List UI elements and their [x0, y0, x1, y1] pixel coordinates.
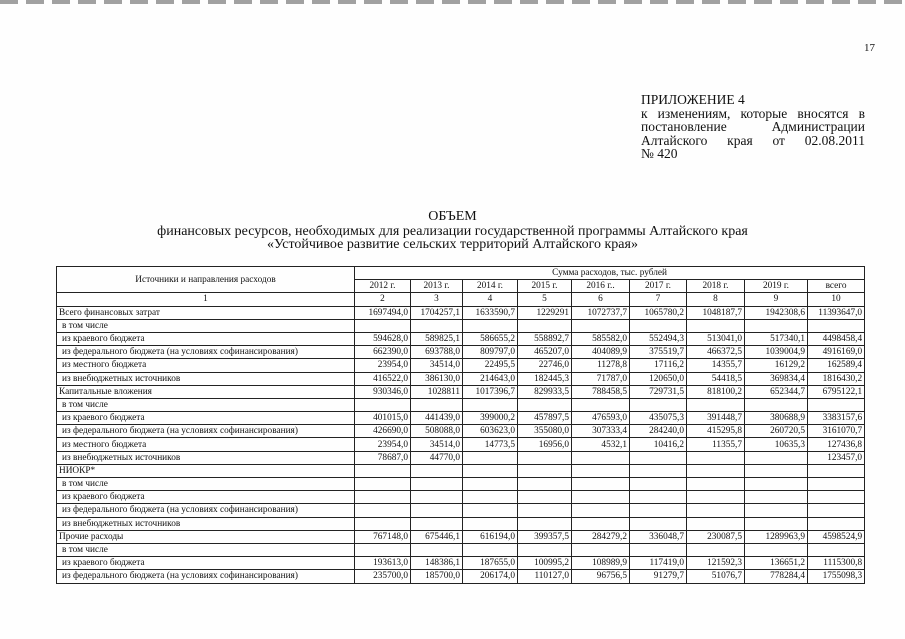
table-cell — [411, 543, 463, 556]
table-cell: 1048187,7 — [687, 306, 745, 319]
table-cell — [687, 517, 745, 530]
table-cell — [745, 517, 808, 530]
table-cell — [572, 478, 630, 491]
table-cell: 22495,5 — [463, 359, 518, 372]
table-cell: 117419,0 — [630, 557, 687, 570]
table-cell: 1755098,3 — [808, 570, 865, 583]
table-cell: 148386,1 — [411, 557, 463, 570]
table-cell: 182445,3 — [518, 372, 572, 385]
table-cell: 558892,7 — [518, 332, 572, 345]
table-cell: 284240,0 — [630, 425, 687, 438]
table-cell: 3161070,7 — [808, 425, 865, 438]
table-cell: 1072737,7 — [572, 306, 630, 319]
table-cell: 1633590,7 — [463, 306, 518, 319]
table-cell: 136651,2 — [745, 557, 808, 570]
table-cell: 586655,2 — [463, 332, 518, 345]
row-label: из краевого бюджета — [57, 332, 355, 345]
table-cell: 11278,8 — [572, 359, 630, 372]
document-title: ОБЪЕМ — [428, 209, 477, 224]
table-cell: 162589,4 — [808, 359, 865, 372]
header-sum: Сумма расходов, тыс. рублей — [355, 267, 865, 280]
row-label: из внебюджетных источников — [57, 451, 355, 464]
table-cell — [411, 478, 463, 491]
table-row — [57, 504, 865, 517]
table-cell: 355080,0 — [518, 425, 572, 438]
table-cell — [355, 319, 411, 332]
table-cell: 415295,8 — [687, 425, 745, 438]
table-cell: 193613,0 — [355, 557, 411, 570]
table-cell: 778284,4 — [745, 570, 808, 583]
table-row — [57, 425, 865, 438]
column-index: 4 — [463, 293, 518, 306]
table-row — [57, 332, 865, 345]
table-cell: 401015,0 — [355, 412, 411, 425]
table-cell: 1697494,0 — [355, 306, 411, 319]
row-label: Всего финансовых затрат — [57, 306, 355, 319]
column-index: 3 — [411, 293, 463, 306]
row-label: в том числе — [57, 398, 355, 411]
appendix-line-2: постановление Администрации — [641, 119, 865, 134]
table-row — [57, 543, 865, 556]
table-cell: 4498458,4 — [808, 332, 865, 345]
table-row — [57, 491, 865, 504]
row-label: из внебюджетных источников — [57, 517, 355, 530]
table-cell — [411, 398, 463, 411]
table-cell: 100995,2 — [518, 557, 572, 570]
row-label: из федерального бюджета (на условиях софинансирования) — [57, 346, 355, 359]
table-cell: 16129,2 — [745, 359, 808, 372]
table-row — [57, 557, 865, 570]
table-cell — [630, 398, 687, 411]
table-cell — [745, 491, 808, 504]
table-cell: 386130,0 — [411, 372, 463, 385]
year-header: 2013 г. — [411, 280, 463, 293]
table-cell — [355, 517, 411, 530]
table-row — [57, 517, 865, 530]
table-row — [57, 412, 865, 425]
column-index: 1 — [57, 293, 355, 306]
column-index: 10 — [808, 293, 865, 306]
table-cell — [687, 451, 745, 464]
table-cell: 4916169,0 — [808, 346, 865, 359]
row-label: из краевого бюджета — [57, 412, 355, 425]
table-cell: 930346,0 — [355, 385, 411, 398]
table-cell — [745, 451, 808, 464]
table-cell — [463, 543, 518, 556]
table-header-row — [57, 267, 865, 280]
table-cell — [411, 491, 463, 504]
table-cell: 517340,1 — [745, 332, 808, 345]
table-cell: 127436,8 — [808, 438, 865, 451]
table-cell: 4598524,9 — [808, 530, 865, 543]
document-subtitle-2: «Устойчивое развитие сельских территорий Алтайского края» — [267, 237, 638, 252]
table-cell — [411, 319, 463, 332]
appendix-line-3: Алтайского края от 02.08.2011 — [641, 132, 865, 148]
table-cell: 11393647,0 — [808, 306, 865, 319]
year-header: 2017 г. — [630, 280, 687, 293]
table-cell: 585582,0 — [572, 332, 630, 345]
table-cell: 416522,0 — [355, 372, 411, 385]
table-row — [57, 306, 865, 319]
table-cell: 23954,0 — [355, 359, 411, 372]
table-row — [57, 385, 865, 398]
table-cell: 51076,7 — [687, 570, 745, 583]
table-cell — [518, 398, 572, 411]
table-cell — [355, 478, 411, 491]
header-source: Источники и направления расходов — [57, 267, 355, 293]
table-cell: 34514,0 — [411, 438, 463, 451]
table-cell: 71787,0 — [572, 372, 630, 385]
document-subtitle-1: финансовых ресурсов, необходимых для реализации государственной программы Алтайского края — [157, 224, 748, 239]
table-cell: 187655,0 — [463, 557, 518, 570]
table-cell — [518, 478, 572, 491]
table-cell: 336048,7 — [630, 530, 687, 543]
table-cell: 404089,9 — [572, 346, 630, 359]
table-cell: 1115300,8 — [808, 557, 865, 570]
table-cell: 1028811 — [411, 385, 463, 398]
row-label: из федерального бюджета (на условиях софинансирования) — [57, 425, 355, 438]
table-cell: 426690,0 — [355, 425, 411, 438]
table-cell: 809797,0 — [463, 346, 518, 359]
table-cell: 10416,2 — [630, 438, 687, 451]
table-cell — [463, 451, 518, 464]
table-cell: 260720,5 — [745, 425, 808, 438]
table-cell: 96756,5 — [572, 570, 630, 583]
row-label: Прочие расходы — [57, 530, 355, 543]
row-label: в том числе — [57, 478, 355, 491]
table-row — [57, 372, 865, 385]
year-header: 2012 г. — [355, 280, 411, 293]
table-cell — [463, 464, 518, 477]
table-cell: 44770,0 — [411, 451, 463, 464]
table-cell — [518, 543, 572, 556]
table-cell — [687, 491, 745, 504]
table-cell — [687, 398, 745, 411]
table-cell — [630, 319, 687, 332]
table-cell: 399357,5 — [518, 530, 572, 543]
table-cell: 552494,3 — [630, 332, 687, 345]
table-cell — [411, 464, 463, 477]
table-cell: 120650,0 — [630, 372, 687, 385]
table-cell — [687, 319, 745, 332]
row-label: в том числе — [57, 319, 355, 332]
table-cell — [745, 464, 808, 477]
table-row — [57, 451, 865, 464]
table-cell: 693788,0 — [411, 346, 463, 359]
table-cell: 11355,7 — [687, 438, 745, 451]
row-label: из внебюджетных источников — [57, 372, 355, 385]
table-row — [57, 464, 865, 477]
appendix-block — [641, 93, 865, 161]
table-cell: 1942308,6 — [745, 306, 808, 319]
table-cell — [355, 543, 411, 556]
table-cell: 1704257,1 — [411, 306, 463, 319]
table-cell: 10635,3 — [745, 438, 808, 451]
table-cell: 788458,5 — [572, 385, 630, 398]
table-row — [57, 438, 865, 451]
column-index: 9 — [745, 293, 808, 306]
table-row — [57, 398, 865, 411]
table-cell: 399000,2 — [463, 412, 518, 425]
table-cell: 284279,2 — [572, 530, 630, 543]
table-cell — [808, 478, 865, 491]
table-cell — [518, 517, 572, 530]
table-cell — [630, 464, 687, 477]
table-cell: 1816430,2 — [808, 372, 865, 385]
table-cell — [808, 398, 865, 411]
row-label: из краевого бюджета — [57, 491, 355, 504]
table-cell — [463, 504, 518, 517]
table-cell: 14355,7 — [687, 359, 745, 372]
table-row — [57, 359, 865, 372]
table-cell: 110127,0 — [518, 570, 572, 583]
table-cell — [572, 398, 630, 411]
table-cell: 22746,0 — [518, 359, 572, 372]
table-cell — [630, 451, 687, 464]
table-cell: 818100,2 — [687, 385, 745, 398]
page-number: 17 — [864, 42, 875, 54]
table-cell — [463, 398, 518, 411]
table-cell — [355, 491, 411, 504]
table-cell: 4532,1 — [572, 438, 630, 451]
table-cell — [745, 543, 808, 556]
appendix-title: ПРИЛОЖЕНИЕ 4 — [641, 92, 745, 107]
row-label: Капитальные вложения — [57, 385, 355, 398]
table-cell — [463, 478, 518, 491]
table-cell — [355, 504, 411, 517]
column-index: 6 — [572, 293, 630, 306]
table-cell: 91279,7 — [630, 570, 687, 583]
table-index-row — [57, 293, 865, 306]
table-row — [57, 346, 865, 359]
year-header: 2019 г. — [745, 280, 808, 293]
column-index: 7 — [630, 293, 687, 306]
table-cell — [518, 491, 572, 504]
table-cell — [687, 464, 745, 477]
table-cell — [518, 464, 572, 477]
row-label: из федерального бюджета (на условиях софинансирования) — [57, 570, 355, 583]
table-cell — [687, 478, 745, 491]
year-header: 2015 г. — [518, 280, 572, 293]
table-cell: 34514,0 — [411, 359, 463, 372]
table-cell: 206174,0 — [463, 570, 518, 583]
table-cell: 6795122,1 — [808, 385, 865, 398]
table-cell: 662390,0 — [355, 346, 411, 359]
row-label: из местного бюджета — [57, 438, 355, 451]
table-cell: 17116,2 — [630, 359, 687, 372]
table-cell: 23954,0 — [355, 438, 411, 451]
table-cell: 589825,1 — [411, 332, 463, 345]
table-cell — [808, 543, 865, 556]
scan-edge — [0, 0, 905, 4]
table-cell: 457897,5 — [518, 412, 572, 425]
table-cell: 1065780,2 — [630, 306, 687, 319]
table-cell — [808, 319, 865, 332]
appendix-line-4: № 420 — [641, 146, 678, 161]
column-index: 2 — [355, 293, 411, 306]
year-header: всего — [808, 280, 865, 293]
table-cell — [808, 517, 865, 530]
year-header: 2018 г. — [687, 280, 745, 293]
table-cell — [630, 478, 687, 491]
table-cell: 185700,0 — [411, 570, 463, 583]
table-cell — [745, 319, 808, 332]
table-cell: 829933,5 — [518, 385, 572, 398]
row-label: НИОКР* — [57, 464, 355, 477]
table-cell — [808, 504, 865, 517]
table-body — [57, 306, 865, 583]
table-cell — [745, 504, 808, 517]
table-cell — [630, 491, 687, 504]
table-cell: 16956,0 — [518, 438, 572, 451]
table-cell: 1039004,9 — [745, 346, 808, 359]
table-row — [57, 478, 865, 491]
table-cell — [572, 464, 630, 477]
row-label: из краевого бюджета — [57, 557, 355, 570]
table-cell: 108989,9 — [572, 557, 630, 570]
table-cell: 652344,7 — [745, 385, 808, 398]
table-cell: 1229291 — [518, 306, 572, 319]
row-label: из федерального бюджета (на условиях софинансирования) — [57, 504, 355, 517]
column-index: 8 — [687, 293, 745, 306]
table-cell: 78687,0 — [355, 451, 411, 464]
table-cell: 3383157,6 — [808, 412, 865, 425]
table-cell: 594628,0 — [355, 332, 411, 345]
table-cell — [745, 478, 808, 491]
table-cell: 380688,9 — [745, 412, 808, 425]
table-cell — [630, 517, 687, 530]
table-cell: 675446,1 — [411, 530, 463, 543]
table-cell: 1289963,9 — [745, 530, 808, 543]
table-cell — [355, 464, 411, 477]
year-header: 2016 г.. — [572, 280, 630, 293]
table-cell — [518, 504, 572, 517]
year-header: 2014 г. — [463, 280, 518, 293]
table-cell: 369834,4 — [745, 372, 808, 385]
row-label: из местного бюджета — [57, 359, 355, 372]
table-cell: 391448,7 — [687, 412, 745, 425]
table-cell — [687, 543, 745, 556]
table-cell: 54418,5 — [687, 372, 745, 385]
finance-table — [56, 266, 865, 584]
table-row — [57, 319, 865, 332]
table-cell — [745, 398, 808, 411]
table-cell — [630, 543, 687, 556]
table-cell: 14773,5 — [463, 438, 518, 451]
row-label: в том числе — [57, 543, 355, 556]
table-cell: 513041,0 — [687, 332, 745, 345]
table-cell: 603623,0 — [463, 425, 518, 438]
table-cell — [808, 464, 865, 477]
table-row — [57, 570, 865, 583]
table-cell — [572, 319, 630, 332]
table-cell — [808, 491, 865, 504]
table-cell: 375519,7 — [630, 346, 687, 359]
table-cell — [687, 504, 745, 517]
table-cell: 235700,0 — [355, 570, 411, 583]
table-cell — [411, 517, 463, 530]
table-cell — [463, 517, 518, 530]
table-cell: 465207,0 — [518, 346, 572, 359]
table-cell — [572, 491, 630, 504]
table-cell: 230087,5 — [687, 530, 745, 543]
table-cell: 616194,0 — [463, 530, 518, 543]
table-cell: 1017396,7 — [463, 385, 518, 398]
table-cell: 441439,0 — [411, 412, 463, 425]
table-cell: 729731,5 — [630, 385, 687, 398]
column-index: 5 — [518, 293, 572, 306]
table-cell — [463, 319, 518, 332]
table-cell — [572, 543, 630, 556]
table-cell — [411, 504, 463, 517]
table-cell — [572, 504, 630, 517]
table-cell: 466372,5 — [687, 346, 745, 359]
table-cell — [355, 398, 411, 411]
table-cell: 435075,3 — [630, 412, 687, 425]
table-cell — [572, 517, 630, 530]
table-cell — [630, 504, 687, 517]
table-cell: 307333,4 — [572, 425, 630, 438]
table-cell — [463, 491, 518, 504]
table-row — [57, 530, 865, 543]
table-cell: 214643,0 — [463, 372, 518, 385]
table-cell: 121592,3 — [687, 557, 745, 570]
table-cell: 476593,0 — [572, 412, 630, 425]
table-cell: 767148,0 — [355, 530, 411, 543]
table-cell — [518, 451, 572, 464]
appendix-line-1: к изменениям, которые вносятся в — [641, 105, 865, 121]
table-cell — [572, 451, 630, 464]
table-cell: 508088,0 — [411, 425, 463, 438]
table-cell: 123457,0 — [808, 451, 865, 464]
table-cell — [518, 319, 572, 332]
